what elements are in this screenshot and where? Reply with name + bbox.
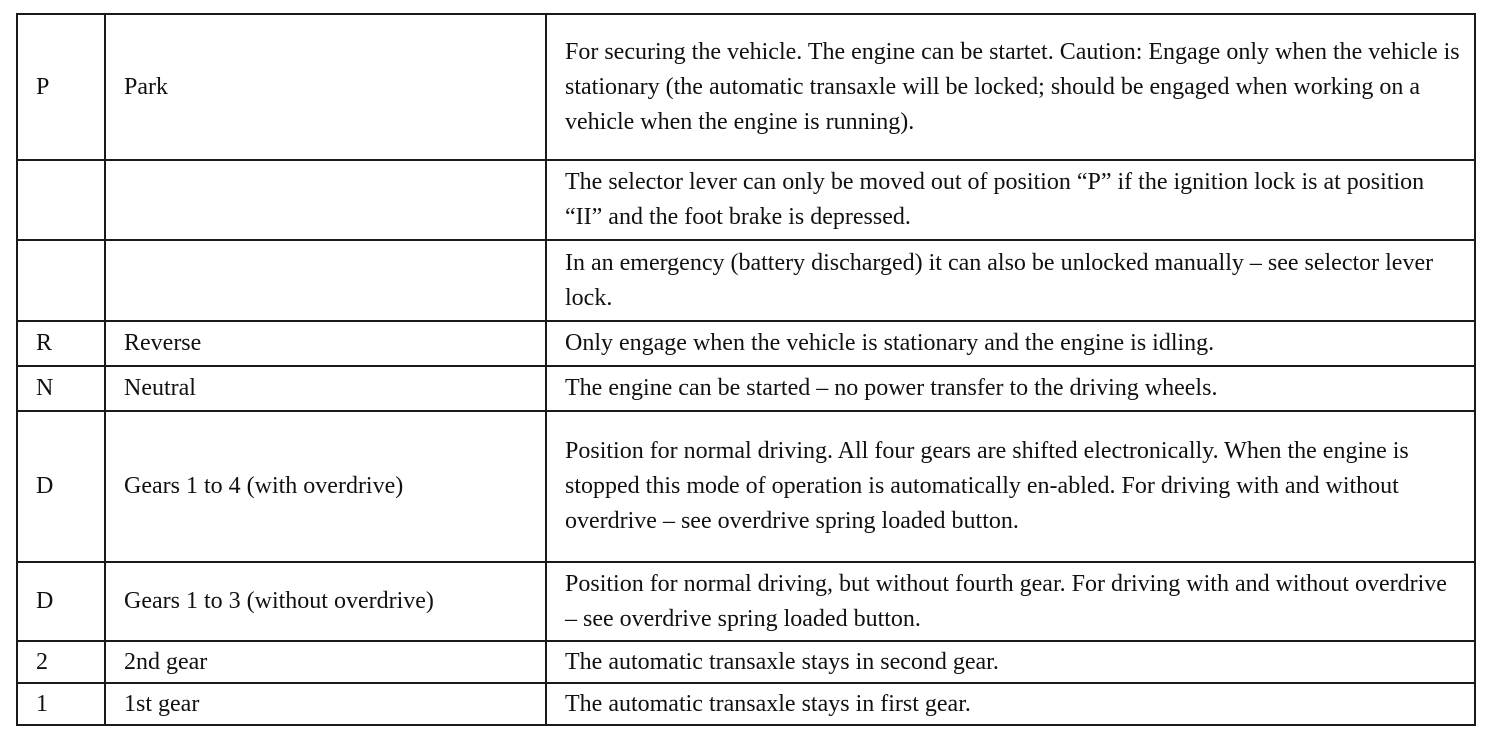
table-row xyxy=(17,321,1475,366)
table-row xyxy=(17,160,1475,240)
table-row xyxy=(17,562,1475,641)
position-code-cell xyxy=(17,240,105,321)
position-code-cell: P xyxy=(17,14,105,160)
position-description-cell: Only engage when the vehicle is stationary and the engine is idling. xyxy=(546,321,1475,366)
position-code-cell: D xyxy=(17,411,105,562)
position-code-cell: N xyxy=(17,366,105,411)
position-code-cell xyxy=(17,160,105,240)
position-description-cell: In an emergency (battery discharged) it can also be unlocked manually – see selector lever lock. xyxy=(546,240,1475,321)
position-description-cell: Position for normal driving. All four gears are shifted electronically. When the engine is stopped this mode of operation is automatically en-abled. For driving with and without overdrive – see overdrive spring loaded button. xyxy=(546,411,1475,562)
table-row xyxy=(17,683,1475,725)
table-row xyxy=(17,411,1475,562)
position-label-cell: Park xyxy=(105,14,546,160)
position-code-cell: 2 xyxy=(17,641,105,683)
position-description-cell: Position for normal driving, but without fourth gear. For driving with and without overdrive – see overdrive spring loaded button. xyxy=(546,562,1475,641)
position-description-cell: For securing the vehicle. The engine can be startet. Caution: Engage only when the vehicle is stationary (the automatic transaxle will be locked; should be engaged when working on a vehicle when the engine is running). xyxy=(546,14,1475,160)
position-label-cell: 2nd gear xyxy=(105,641,546,683)
table-row xyxy=(17,641,1475,683)
position-label-cell: Reverse xyxy=(105,321,546,366)
position-description-cell: The engine can be started – no power transfer to the driving wheels. xyxy=(546,366,1475,411)
position-label-cell: Gears 1 to 4 (with overdrive) xyxy=(105,411,546,562)
table-row xyxy=(17,240,1475,321)
position-label-cell: Gears 1 to 3 (without overdrive) xyxy=(105,562,546,641)
position-label-cell: 1st gear xyxy=(105,683,546,725)
position-description-cell: The selector lever can only be moved out of position “P” if the ignition lock is at position “II” and the foot brake is depressed. xyxy=(546,160,1475,240)
position-code-cell: R xyxy=(17,321,105,366)
position-code-cell: D xyxy=(17,562,105,641)
table-row xyxy=(17,366,1475,411)
position-description-cell: The automatic transaxle stays in first gear. xyxy=(546,683,1475,725)
gear-selector-table-body xyxy=(17,14,1475,725)
position-description-cell: The automatic transaxle stays in second gear. xyxy=(546,641,1475,683)
gear-selector-table xyxy=(16,13,1476,726)
table-row xyxy=(17,14,1475,160)
position-code-cell: 1 xyxy=(17,683,105,725)
position-label-cell xyxy=(105,240,546,321)
position-label-cell: Neutral xyxy=(105,366,546,411)
position-label-cell xyxy=(105,160,546,240)
